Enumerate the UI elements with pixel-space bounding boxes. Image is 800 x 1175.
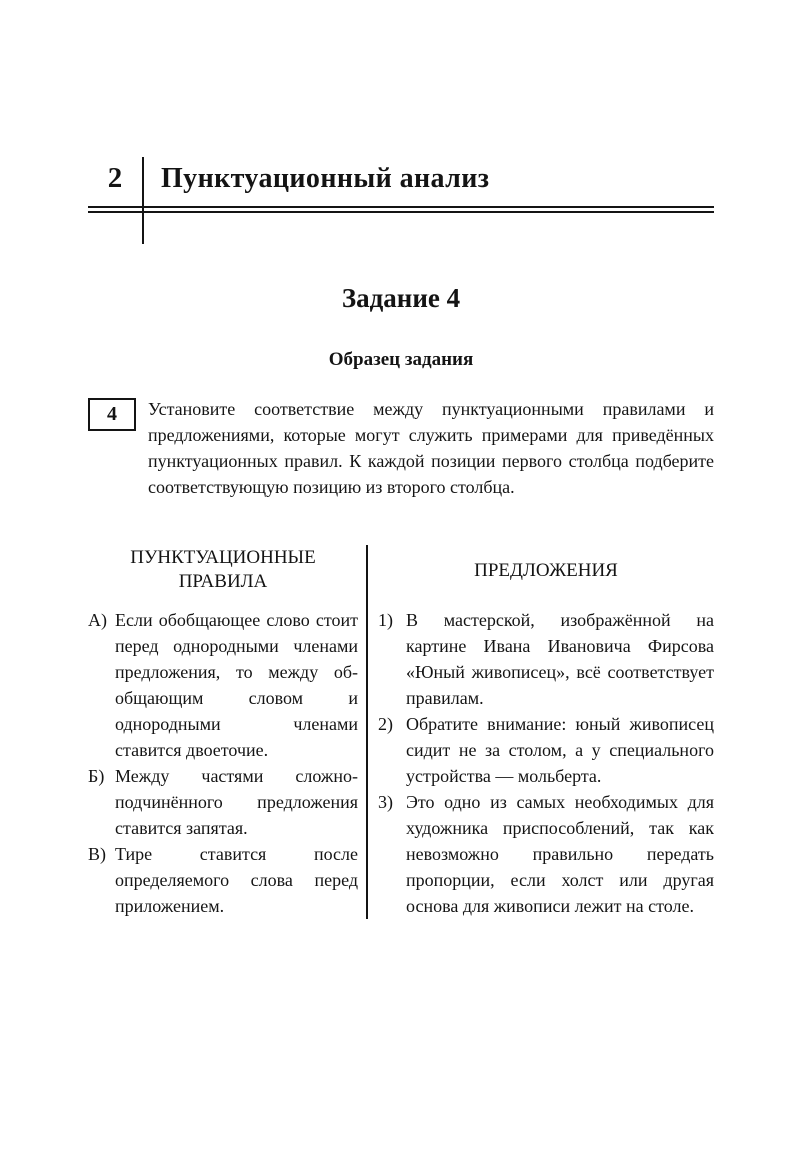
task-statement-text: Установите соответствие между пунктуационными правилами и предложениями, которые могут служить примерами для приведённых пунктуационных правил. К каждой позиции первого столбца подберите соответствующую позицию из второго столбца. (148, 399, 714, 497)
sentence-item (378, 711, 714, 789)
chapter-title: Пунктуационный анализ (161, 163, 490, 194)
chapter-number: 2 (107, 162, 123, 194)
sentence-label: 2) (378, 714, 393, 734)
sentence-text: Обратите внимание: юный живописец сидит не за столом, а у специального устройства — мольберта. (406, 714, 714, 786)
sentence-text: Это одно из самых необходимых для художника приспособлений, так как невозможно правильно передать пропорции, если холст или другая основа для живописи лежит на столе. (406, 792, 714, 916)
chapter-header-vertical-rule (142, 157, 144, 244)
rule-label: А) (88, 610, 107, 630)
rules-column-header: ПУНКТУАЦИОННЫЕ ПРАВИЛА (130, 547, 316, 592)
rule-text: Если обобщающее слово стоит перед однородными членами предложения, то между обобщающим словом и однородными членами ставится двоеточие. (115, 610, 358, 760)
rule-label: Б) (88, 766, 105, 786)
sentences-column (378, 545, 714, 919)
rules-column (88, 545, 358, 919)
sentence-label: 3) (378, 792, 393, 812)
sentence-item (378, 607, 714, 711)
sentence-item (378, 789, 714, 919)
task-number-box: 4 (88, 398, 136, 431)
column-divider-rule (366, 545, 368, 919)
rule-text: Тире ставится после определяемого слова перед приложением. (115, 844, 358, 916)
task-heading: Задание 4 (341, 283, 461, 313)
rule-item (88, 841, 358, 919)
sentence-text: В мастерской, изображённой на картине Ивана Ивановича Фирсова «Юный живописец», всё соответствует правилам. (406, 610, 714, 708)
rule-text: Между частями сложноподчинённого предложения ставится запятая. (115, 766, 358, 838)
rule-label: В) (88, 844, 106, 864)
rule-item (88, 763, 358, 841)
sample-subheading: Образец задания (328, 349, 474, 370)
sentence-label: 1) (378, 610, 393, 630)
chapter-header-double-rule (88, 206, 714, 213)
sentences-column-header: ПРЕДЛОЖЕНИЯ (474, 560, 618, 581)
rule-item (88, 607, 358, 763)
matching-table (88, 545, 714, 919)
task-statement (88, 398, 714, 500)
